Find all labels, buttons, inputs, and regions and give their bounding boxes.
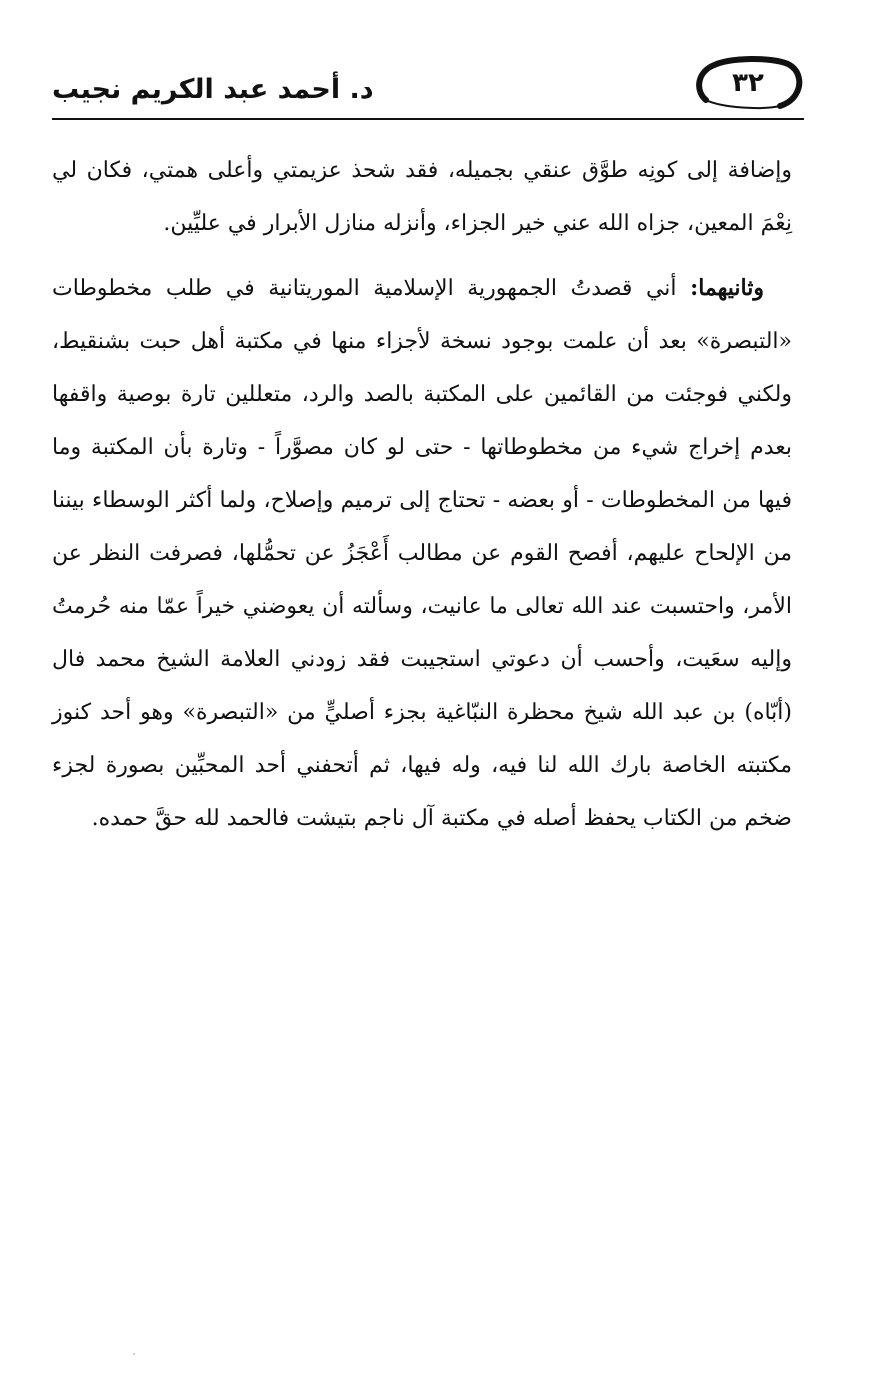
page-number-badge: [692, 54, 804, 110]
page-header: [52, 54, 804, 120]
header-rule: [52, 118, 804, 120]
scan-speck: [133, 1353, 135, 1355]
paragraph-2: [52, 262, 792, 845]
paragraph-2-lead: وثانيهما:: [690, 275, 764, 301]
page-number: ٣٢: [732, 68, 764, 98]
running-head-author: د. أحمد عبد الكريم نجيب: [52, 74, 374, 105]
paragraph-2-text: أني قصدتُ الجمهورية الإسلامية الموريتانية في طلب مخطوطات «التبصرة» بعد أن علمت بوجود نسخة لأجزاء منها في مكتبة أهل حبت بشنقيط، ولكني فوجئت من القائمين على المكتبة بالصد والرد، متعللين تارة بوصية واقفها بعدم إخراج شيء من مخطوطاتها - حتى لو كان مصوَّراً - وتارة بأن المكتبة وما فيها من المخطوطات - أو بعضه - تحتاج إلى ترميم وإصلاح، ولما أكثر الوسطاء بيننا من الإلحاح عليهم، أفصح القوم عن مطالب أَعْجَزُ عن تحمُّلها، فصرفت النظر عن الأمر، واحتسبت عند الله تعالى ما عانيت، وسألته أن يعوضني خيراً عمّا منه حُرمتُ وإليه سعَيت، وأحسب أن دعوتي استجيبت فقد زودني العلامة الشيخ محمد فال (أبّاه) بن عبد الله شيخ محظرة النبّاغية بجزء أصليٍّ من «التبصرة» وهو أحد كنوز مكتبته الخاصة بارك الله لنا فيه، وله فيها، ثم أتحفني أحد المحبِّين بصورة لجزء ضخم من الكتاب يحفظ أصله في مكتبة آل ناجم بتيشت فالحمد لله حقَّ حمده.: [52, 276, 792, 831]
paragraph-1: وإضافة إلى كونِه طوَّق عنقي بجميله، فقد شحذ عزيمتي وأعلى همتي، فكان لي نِعْمَ المعين، جزاه الله عني خير الجزاء، وأنزله منازل الأبرار في عليِّين.: [52, 158, 792, 236]
body-text: [52, 144, 792, 845]
